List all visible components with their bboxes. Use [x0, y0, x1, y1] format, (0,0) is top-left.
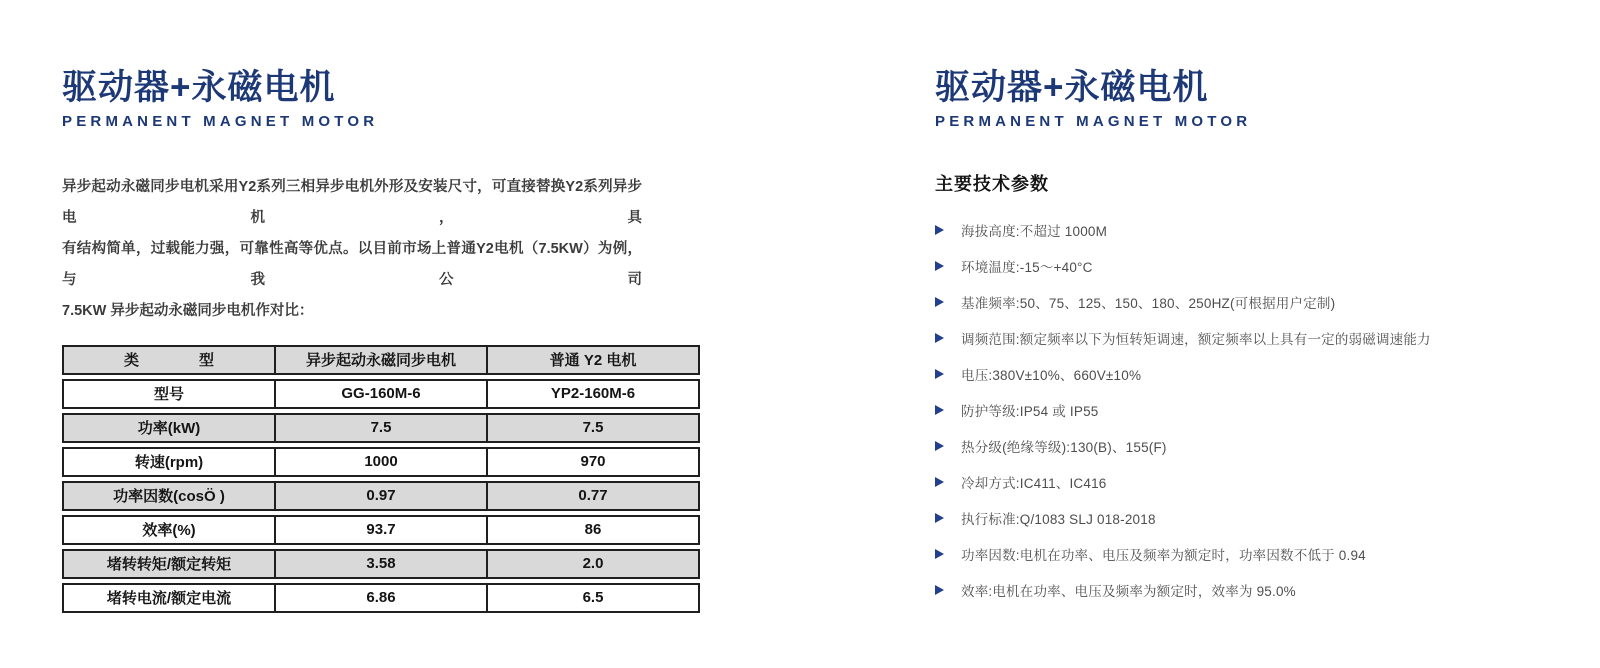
table-cell-y2: 86 [486, 517, 698, 543]
spec-item [935, 331, 1555, 345]
intro-paragraph [62, 172, 642, 327]
bullet-triangle-icon [935, 225, 944, 235]
section-heading: 主要技术参数 [935, 173, 1049, 194]
intro-line: 7.5KW 异步起动永磁同步电机作对比： [62, 302, 314, 319]
spec-item [935, 511, 1555, 525]
table-row [62, 481, 700, 511]
page-subtitle: PERMANENT MAGNET MOTOR [62, 112, 379, 130]
bullet-triangle-icon [935, 333, 944, 343]
spec-text: 环境温度:-15～+40°C [961, 259, 1093, 275]
spec-text: 电压:380V±10%、660V±10% [961, 367, 1142, 383]
spec-item [935, 403, 1555, 417]
spec-item [935, 475, 1555, 489]
table-cell-label: 效率(%) [142, 522, 196, 540]
table-cell-y2: 0.77 [486, 483, 698, 509]
table-cell-y2: 2.0 [486, 551, 698, 577]
spec-item [935, 439, 1555, 453]
table-row [62, 549, 700, 579]
bullet-triangle-icon [935, 297, 944, 307]
bullet-triangle-icon [935, 261, 944, 271]
bullet-triangle-icon [935, 585, 944, 595]
table-cell-label: 堵转电流/额定电流 [106, 590, 232, 608]
table-cell-pm: 93.7 [274, 517, 486, 543]
spec-text: 功率因数:电机在功率、电压及频率为额定时，功率因数不低于 0.94 [961, 547, 1366, 563]
spec-text: 海拔高度:不超过 1000M [961, 223, 1108, 239]
page-title: 驱动器+永磁电机 [62, 68, 336, 107]
bullet-triangle-icon [935, 441, 944, 451]
table-cell-pm: 0.97 [274, 483, 486, 509]
table-header-row [62, 345, 700, 375]
spec-text: 效率:电机在功率、电压及频率为额定时，效率为 95.0% [961, 583, 1296, 599]
table-cell-pm: 1000 [274, 449, 486, 475]
spec-text: 执行标准:Q/1083 SLJ 018-2018 [961, 511, 1156, 527]
table-row [62, 447, 700, 477]
spec-text: 调频范围:额定频率以下为恒转矩调速，额定频率以上具有一定的弱磁调速能力 [961, 331, 1431, 347]
left-page [62, 70, 702, 617]
table-cell-label: 型号 [153, 386, 184, 404]
spec-text: 基准频率:50、75、125、150、180、250HZ(可根据用户定制) [961, 295, 1336, 311]
table-cell-pm: 6.86 [274, 585, 486, 611]
table-header-type: 类 型 [123, 352, 214, 370]
intro-line: 异步起动永磁同步电机采用Y2系列三相异步电机外形及安装尺寸，可直接替换Y2系列异步电机，具 [62, 178, 642, 226]
table-cell-label: 功率(kW) [137, 420, 201, 438]
table-cell-pm: 7.5 [274, 415, 486, 441]
bullet-triangle-icon [935, 405, 944, 415]
table-cell-pm: 3.58 [274, 551, 486, 577]
table-cell-pm: GG-160M-6 [274, 381, 486, 407]
table-header-pm-motor: 异步起动永磁同步电机 [274, 347, 486, 373]
table-cell-y2: 970 [486, 449, 698, 475]
bullet-triangle-icon [935, 513, 944, 523]
table-row [62, 413, 700, 443]
table-cell-y2: 6.5 [486, 585, 698, 611]
right-page [935, 70, 1555, 619]
spec-item [935, 295, 1555, 309]
table-header-y2-motor: 普通 Y2 电机 [486, 347, 698, 373]
page-title: 驱动器+永磁电机 [935, 68, 1209, 107]
spec-item [935, 583, 1555, 597]
bullet-triangle-icon [935, 369, 944, 379]
table-cell-label: 堵转转矩/额定转矩 [106, 556, 232, 574]
bullet-triangle-icon [935, 549, 944, 559]
page-subtitle: PERMANENT MAGNET MOTOR [935, 112, 1252, 130]
spec-list [935, 223, 1555, 597]
spec-item [935, 547, 1555, 561]
table-cell-y2: YP2-160M-6 [486, 381, 698, 407]
table-cell-y2: 7.5 [486, 415, 698, 441]
spec-item [935, 223, 1555, 237]
spec-item [935, 259, 1555, 273]
table-row [62, 515, 700, 545]
table-cell-label: 功率因数(cosÖ ) [113, 488, 225, 506]
table-cell-label: 转速(rpm) [134, 454, 204, 472]
spec-text: 热分级(绝缘等级):130(B)、155(F) [961, 439, 1167, 455]
comparison-table [62, 345, 700, 613]
table-row [62, 379, 700, 409]
intro-line: 有结构简单，过载能力强，可靠性高等优点。以目前市场上普通Y2电机（7.5KW）为例，与我公司 [62, 240, 642, 288]
spec-text: 防护等级:IP54 或 IP55 [961, 403, 1099, 419]
bullet-triangle-icon [935, 477, 944, 487]
table-row [62, 583, 700, 613]
spec-item [935, 367, 1555, 381]
spec-text: 冷却方式:IC411、IC416 [961, 475, 1107, 491]
